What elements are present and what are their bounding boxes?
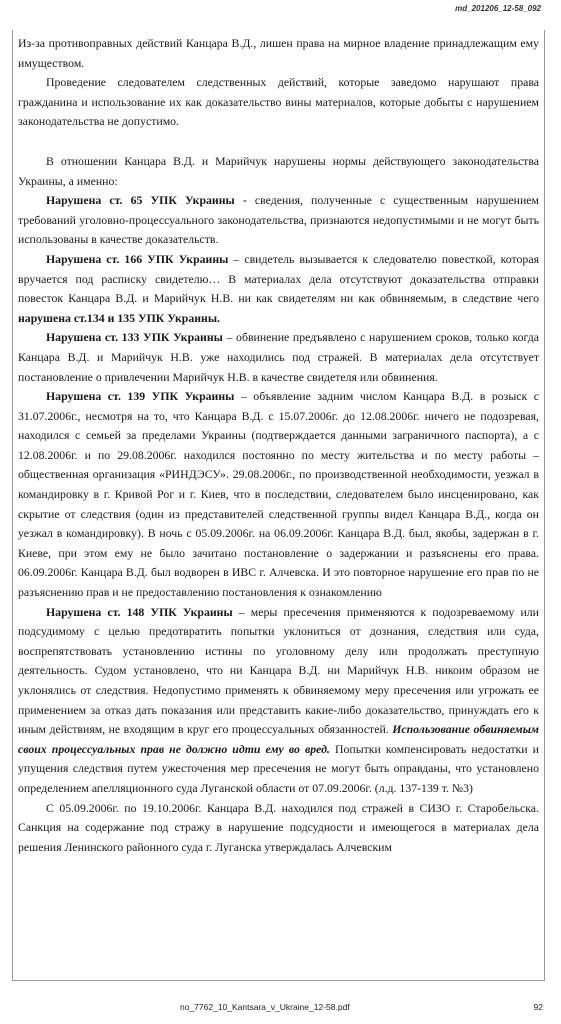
paragraph-detention bbox=[18, 799, 539, 858]
article-heading: Нарушена ст. 133 УПК Украины bbox=[46, 330, 223, 345]
paragraph-investigation bbox=[18, 73, 539, 132]
document-id-header: md_201206_12-58_092 bbox=[455, 4, 541, 13]
paragraph-text: Попытки компенсировать недостатки и упущения следствия путем ужесточения мер пресечения не могут быть оправданы, что установлено определением апелляционного суда Луганской области от 07.09.2006г. (л.д. 137-139 т. №3) bbox=[18, 741, 539, 795]
paragraph-text: С 05.09.2006г. по 19.10.2006г. Канцара В.Д. находился под стражей в СИЗО г. Старобельска. Санкция на содержание под стражу в нарушение подсудности и имеющегося в материалах дела решения Ленинского районного суда г. Луганска утверждалась Алчевским bbox=[18, 800, 539, 854]
paragraph-text: Проведение следователем следственных действий, которые заведомо нарушают права гражданина и использование их как доказательство вины материалов, которые добыты с нарушением законодательства не допустимо. bbox=[18, 75, 539, 129]
paragraph-text: – свидетель вызывается к следователю повесткой, которая вручается под расписку свидетелю… В материалах дела отсутствуют доказательства отправки повесток Канцара В.Д. и Марийчук Н.В. ни как свидетелям ни как обвиняемым, в следствие чего bbox=[18, 251, 539, 306]
article-heading: Нарушена ст. 166 УПК Украины bbox=[46, 251, 229, 266]
article-heading: Нарушена ст. 65 УПК Украины - bbox=[46, 193, 247, 208]
footer-filename: no_7762_10_Kantsara_v_Ukraine_12-58.pdf bbox=[180, 1002, 350, 1012]
paragraph-violations-intro bbox=[18, 152, 539, 191]
article-heading: Нарушена ст. 148 УПК Украины bbox=[46, 604, 233, 619]
document-body bbox=[18, 34, 539, 857]
paragraph-art-166 bbox=[18, 250, 539, 328]
page-number: 92 bbox=[533, 1002, 543, 1012]
paragraph-art-148 bbox=[18, 603, 539, 799]
paragraph-art-139 bbox=[18, 387, 539, 603]
article-reference: нарушена ст.134 и 135 УПК Украины. bbox=[18, 310, 221, 325]
emphasis-text: Использование обвиняемым своих процессуальных прав не должно идти ему во вред. bbox=[18, 722, 539, 756]
paragraph-text: В отношении Канцара В.Д. и Марийчук нарушены нормы действующего законодательства Украины, а именно: bbox=[18, 153, 539, 188]
article-heading: Нарушена ст. 139 УПК Украины bbox=[46, 389, 235, 404]
paragraph-art-65 bbox=[18, 191, 539, 250]
paragraph-deprivation bbox=[18, 34, 539, 73]
paragraph-art-133 bbox=[18, 328, 539, 387]
paragraph-text: – объявление задним числом Канцара В.Д. в розыск с 31.07.2006г., несмотря на то, что Канцара В.Д. с 15.07.2006г. до 12.08.2006г. ничего не подозревая, находился с семьей за пределами Украины (подтверждается данными заграничного паспорта), а с 12.08.2006г. и по 29.08.2006г. находился постоянно по месту жительства и по месту работы – общественная организация «РИНДЭСУ». 29.08.2006г., по производственной необходимости, уезжал в командировку в г. Кривой Рог и г. Киев, что в последствии, следователем было инсценировано, как скрытие от следствия (один из представителей следственной группы видел Канцара В.Д., когда он уезжал в командировку). В ночь с 05.09.2006г. на 06.09.2006г. Канцара В.Д. был, якобы, задержан в г. Киеве, при этом ему не было зачитано постановление о задержании и разъяснены его права. 06.09.2006г. Канцара В.Д. был водворен в ИВС г. Алчевска. И это повторное нарушение его прав по не разъяснению прав и не предоставлению постановления к ознакомлению bbox=[18, 389, 539, 600]
spacer bbox=[18, 132, 539, 152]
paragraph-text: – меры пресечения применяются к подозреваемому или подсудимому с целью предотвратить попытки уклониться от дознания, следствия или суда, воспрепятствовать установлению истины по уголовному делу или продолжать преступную деятельность. Судом установлено, что ни Канцара В.Д. ни Марийчук Н.В. никоим образом не уклонялись от следствия. Недопустимо применять к обвиняемому меру пресечения или угрожать ее применением за отказ дать показания или представить какие-либо доказательство, принуждать его к иным действиям, не входящим в круг его процессуальных обязанностей. bbox=[18, 604, 539, 737]
paragraph-text: – обвинение предъявлено с нарушением сроков, только когда Канцара В.Д. и Марийчук Н.В. уже находились под стражей. В материалах дела отсутствует постановление о привлечении Марийчук Н.В. в качестве свидетеля или обвинения. bbox=[18, 330, 539, 384]
paragraph-text: сведения, полученные с существенным нарушением требований уголовно-процессуального законодательства, признаются недопустимыми и не могут быть использованы в качестве доказательств. bbox=[18, 193, 539, 247]
paragraph-text: Из-за противоправных действий Канцара В.Д., лишен права на мирное владение принадлежащим ему имуществом. bbox=[18, 36, 539, 70]
